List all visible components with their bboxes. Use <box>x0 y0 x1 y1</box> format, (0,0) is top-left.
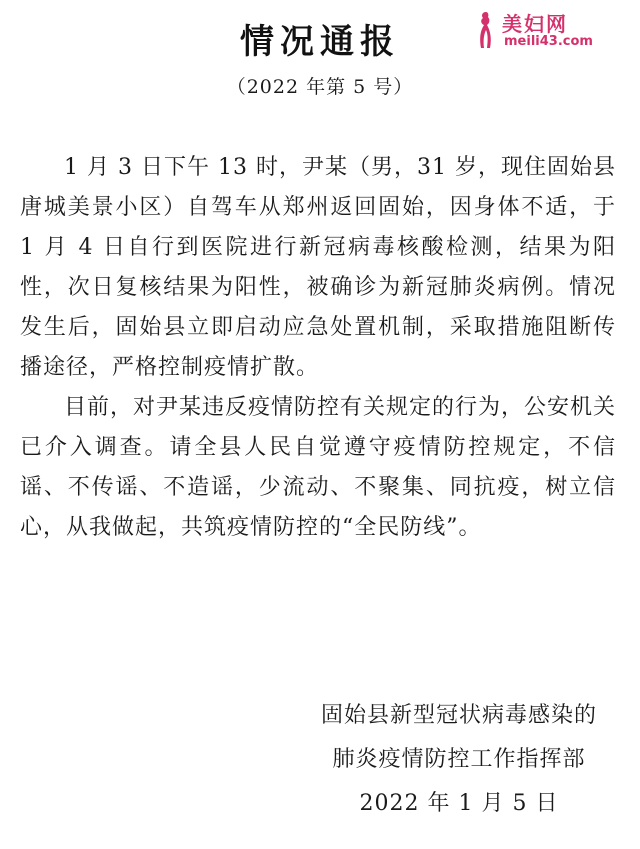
woman-silhouette-logo-icon <box>472 10 498 50</box>
watermark-url: meili43.com <box>504 34 593 49</box>
document-title: 情况通报 <box>240 22 400 62</box>
site-watermark <box>472 8 612 54</box>
body-paragraph: 1 月 3 日下午 13 时，尹某（男，31 岁，现住固始县唐城美景小区）自驾车从郑州返回固始，因身体不适，于 1 月 4 日自行到医院进行新冠病毒核酸检测，结果为阳性，次日复核结果为阳性，被确诊为新冠肺炎病例。情况发生后，固始县立即启动应急处置机制，采取措施阻断传播途径，严格控制疫情扩散。 <box>20 155 616 380</box>
signature-date: 2022 年 1 月 5 日 <box>359 791 559 816</box>
document-number: （2022 年第 5 号） <box>226 76 414 98</box>
signature-organization-line-2: 肺炎疫情防控工作指挥部 <box>332 747 586 772</box>
body-paragraph: 目前，对尹某违反疫情防控有关规定的行为，公安机关已介入调查。请全县人民自觉遵守疫情防控规定，不信谣、不传谣、不造谣，少流动、不聚集、同抗疫，树立信心，从我做起，共筑疫情防控的“全民防线”。 <box>20 395 617 540</box>
signature-organization-line-1: 固始县新型冠状病毒感染的 <box>320 703 597 728</box>
watermark-site-name: 美妇网 <box>502 12 568 36</box>
document-body <box>20 148 616 548</box>
